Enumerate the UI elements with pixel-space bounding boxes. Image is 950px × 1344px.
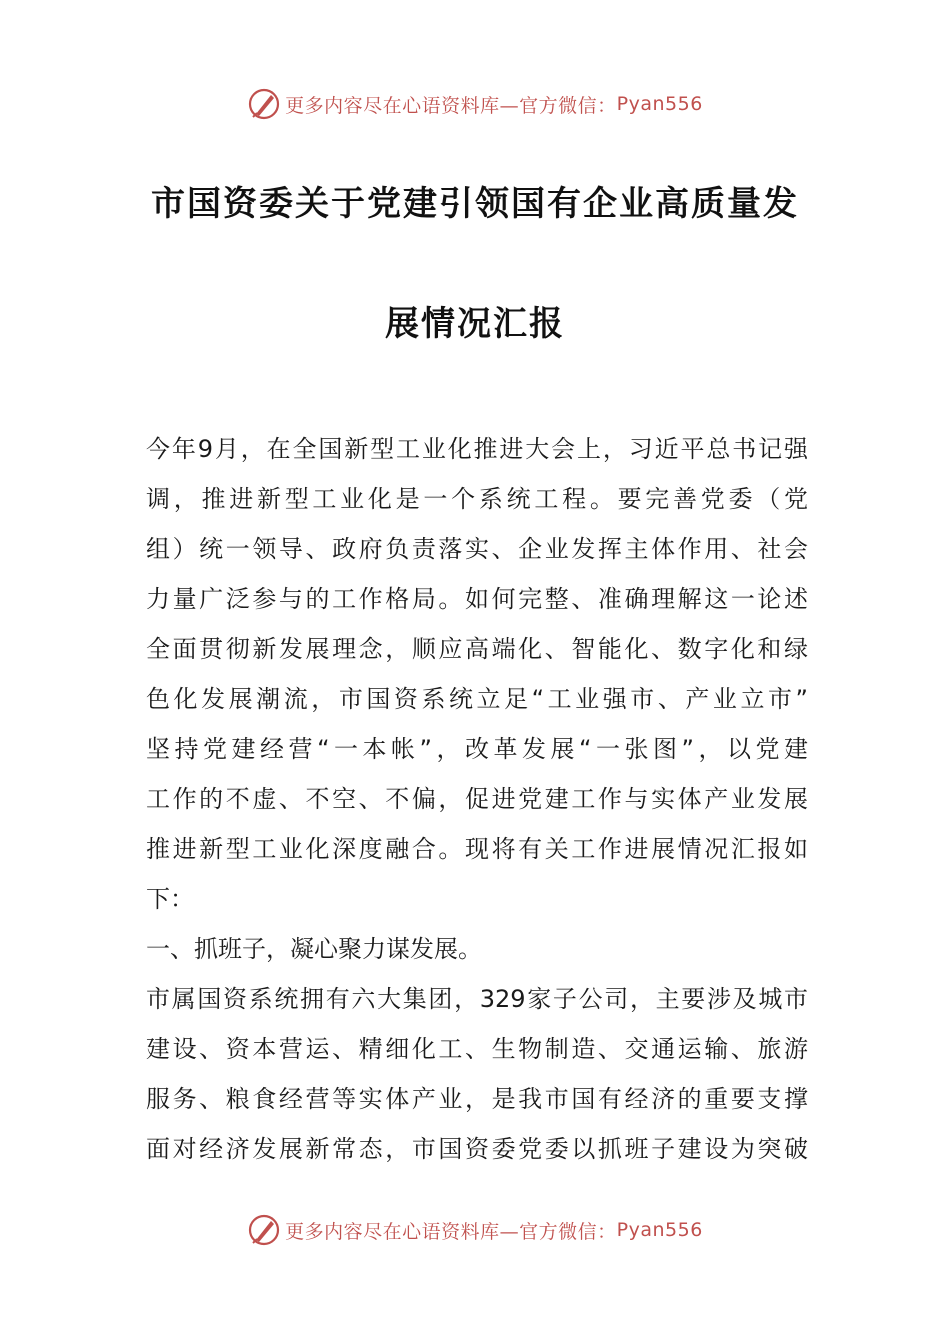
section-heading: 一、抓班子，凝心聚力谋发展。 — [146, 935, 482, 963]
watermark-handle: Pyan556 — [616, 93, 703, 115]
watermark-header — [0, 84, 950, 124]
body-line: 坚持党建经营“一本帐”，改革发展“一张图”，以党建 — [146, 735, 808, 763]
pen-logo-icon — [247, 87, 281, 121]
body-line: 下： — [146, 885, 194, 913]
body-line: 组）统一领导、政府负责落实、企业发挥主体作用、社会 — [146, 535, 808, 563]
watermark-text: 更多内容尽在心语资料库—官方微信： — [285, 94, 617, 117]
body-line: 力量广泛参与的工作格局。如何完整、准确理解这一论述 — [146, 585, 808, 613]
document-body — [146, 424, 808, 1174]
watermark-handle: Pyan556 — [616, 1219, 703, 1241]
body-line: 建设、资本营运、精细化工、生物制造、交通运输、旅游 — [146, 1035, 808, 1063]
body-line: 今年9月，在全国新型工业化推进大会上，习近平总书记强 — [146, 435, 808, 463]
body-line: 推进新型工业化深度融合。现将有关工作进展情况汇报如 — [146, 835, 808, 863]
body-line: 市属国资系统拥有六大集团，329家子公司，主要涉及城市 — [146, 985, 808, 1013]
watermark-text: 更多内容尽在心语资料库—官方微信： — [285, 1220, 617, 1243]
body-line: 调，推进新型工业化是一个系统工程。要完善党委（党 — [146, 485, 808, 513]
pen-logo-icon — [247, 1213, 281, 1247]
body-line: 面对经济发展新常态，市国资委党委以抓班子建设为突破 — [146, 1135, 808, 1163]
body-line: 服务、粮食经营等实体产业，是我市国有经济的重要支撑 — [146, 1085, 808, 1113]
document-title-line-1: 市国资委关于党建引领国有企业高质量发 — [151, 184, 799, 224]
watermark-footer — [0, 1210, 950, 1250]
body-line: 工作的不虚、不空、不偏，促进党建工作与实体产业发展 — [146, 785, 808, 813]
body-line: 全面贯彻新发展理念，顺应高端化、智能化、数字化和绿 — [146, 635, 808, 663]
document-title-line-2: 展情况汇报 — [385, 304, 565, 344]
body-line: 色化发展潮流，市国资系统立足“工业强市、产业立市” — [146, 685, 808, 713]
